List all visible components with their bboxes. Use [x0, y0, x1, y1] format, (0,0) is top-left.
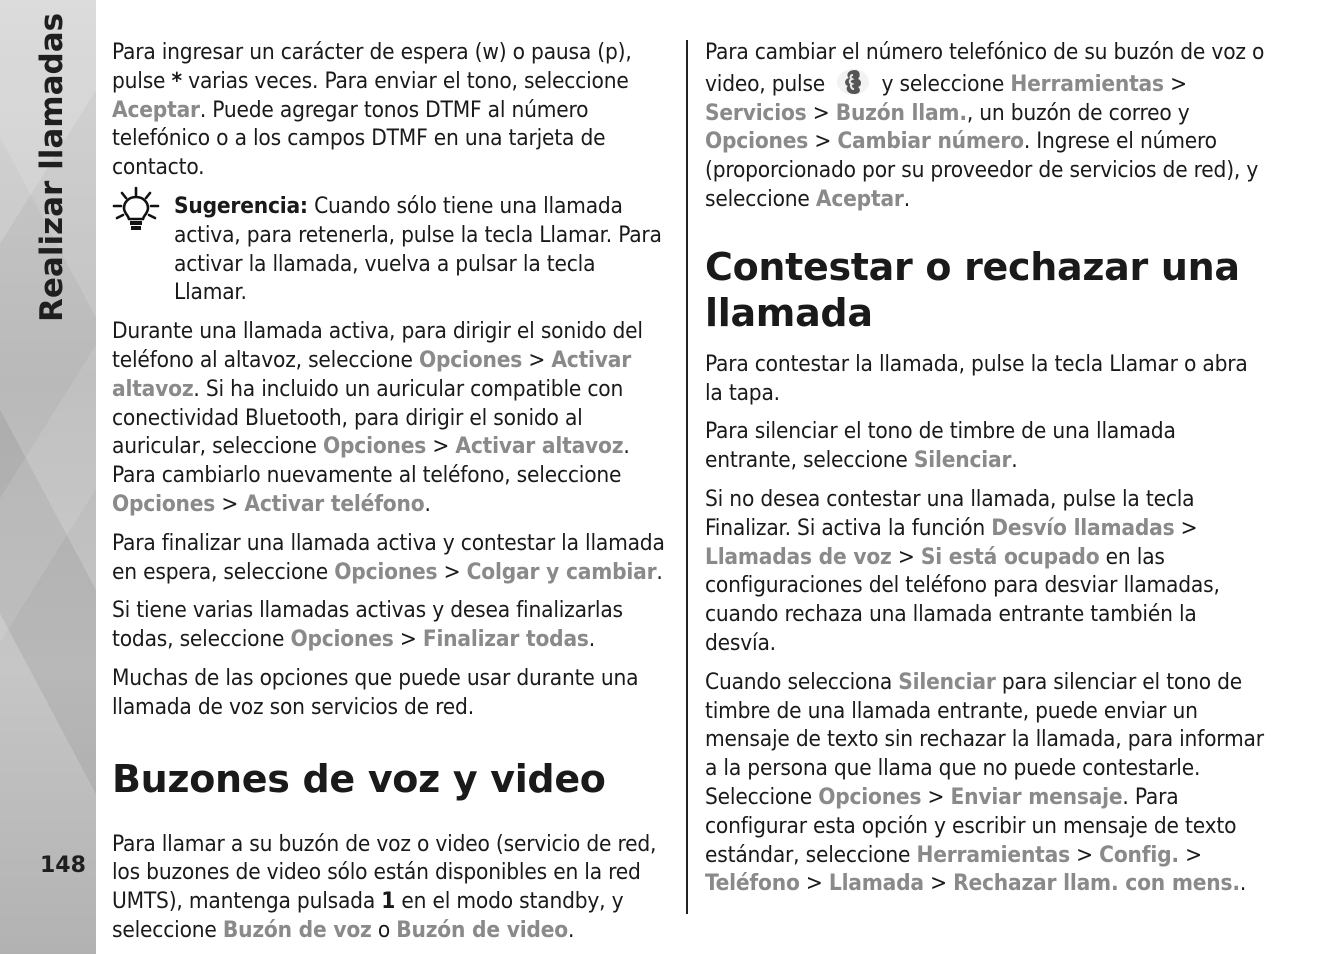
paragraph-voicemail: Para llamar a su buzón de voz o video (servicio de red, los buzones de video sólo están disponibles en la red UMTS), mantenga pulsada 1 en el modo standby, y seleccione Buzón de voz o Buzón de video. — [112, 830, 657, 943]
tip-box: Sugerencia: Cuando sólo tiene una llamada activa, para retenerla, pulse la tecla Llamar. Para activar la llamada, vuelva a pulsar la tecla Llamar. — [112, 192, 674, 307]
column-divider — [686, 40, 688, 914]
paragraph-end-all: Si tiene varias llamadas activas y desea finalizarlas todas, seleccione Opciones > Finalizar todas. — [112, 597, 623, 653]
paragraph-change-number: Para cambiar el número telefónico de su buzón de voz o video, pulse y seleccione Herramientas > Servicios > Buzón llam., un buzón de correo y Opciones > Cambiar número. Ingrese el número (proporcionado por su proveedor de servicios de red), y seleccione Aceptar. — [705, 39, 1265, 212]
paragraph-swap: Para finalizar una llamada activa y contestar la llamada en espera, seleccione Opciones > Colgar y cambiar. — [112, 529, 665, 585]
section-title: Realizar llamadas — [34, 12, 70, 322]
menu-option: Aceptar — [112, 96, 200, 123]
right-column — [705, 38, 1271, 908]
paragraph-dtmf: Para ingresar un carácter de espera (w) o pausa (p), pulse * varias veces. Para enviar el tono, seleccione Aceptar. Puede agregar tonos DTMF al número telefónico o a los campos DTMF en una tarjeta de contacto. — [112, 39, 632, 181]
page-number: 148 — [40, 853, 86, 878]
paragraph-answer: Para contestar la llamada, pulse la tecla Llamar o abra la tapa. — [705, 350, 1248, 406]
lightbulb-icon — [112, 186, 160, 234]
left-column — [112, 38, 674, 955]
paragraph-silence: Para silenciar el tono de timbre de una llamada entrante, seleccione Silenciar. — [705, 418, 1176, 474]
menu-key-icon — [835, 67, 871, 97]
paragraph-reject-message: Cuando selecciona Silenciar para silenciar el tono de timbre de una llamada entrante, puede enviar un mensaje de texto sin rechazar la llamada, para informar a la persona que llama que no puede contestarle. Seleccione Opciones > Enviar mensaje. Para configurar esta opción y escribir un mensaje de texto estándar, seleccione Herramientas > Config. > Teléfono > Llamada > Rechazar llam. con mens.. — [705, 668, 1264, 897]
paragraph-reject: Si no desea contestar una llamada, pulse la tecla Finalizar. Si activa la función Desvío llamadas > Llamadas de voz > Si está ocupado en las configuraciones del teléfono para desviar llamadas, cuando rechaza una llamada entrante también la desvía. — [705, 485, 1220, 656]
tip-label: Sugerencia: — [174, 192, 308, 219]
paragraph-network: Muchas de las opciones que puede usar durante una llamada de voz son servicios de red. — [112, 664, 639, 720]
paragraph-speaker: Durante una llamada activa, para dirigir el sonido del teléfono al altavoz, seleccione Opciones > Activar altavoz. Si ha incluido un auricular compatible con conectividad Bluetooth, para dirigir el sonido al auricular, seleccione Opciones > Activar altavoz. Para cambiarlo nuevamente al teléfono, seleccione Opciones > Activar teléfono. — [112, 318, 643, 517]
heading-voicemail: Buzones de voz y video — [112, 756, 606, 801]
heading-answer-reject: Contestar o rechazar una llamada — [705, 244, 1240, 335]
sidebar — [0, 0, 96, 954]
